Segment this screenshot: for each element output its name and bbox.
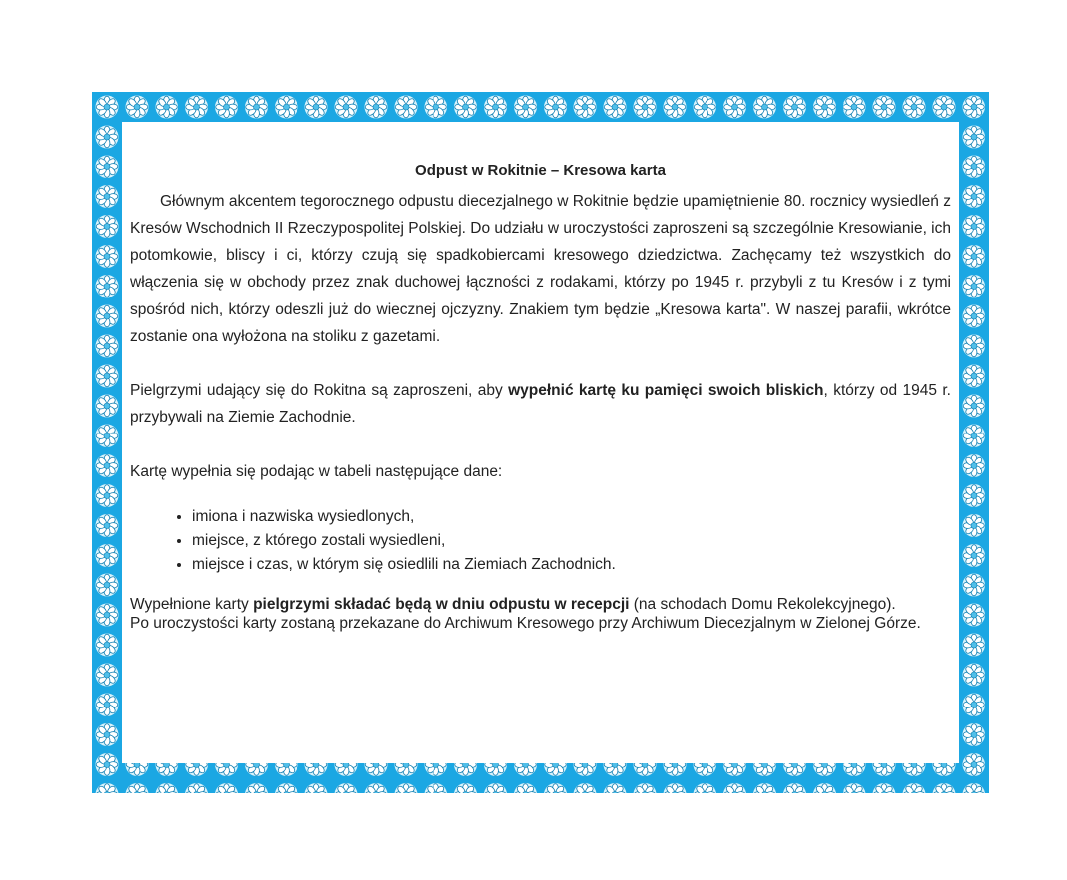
notice-card: [122, 122, 959, 763]
paragraph-closing: [130, 595, 951, 633]
paragraph-closing-line-2: Po uroczystości karty zostaną przekazane do Archiwum Kresowego przy Archiwum Diecezjalnym w Zielonej Górze.: [130, 615, 921, 632]
required-data-list: [130, 505, 951, 577]
list-item: • miejsce, z którego zostali wysiedleni,: [192, 529, 951, 553]
paragraph-instructions: Kartę wypełnia się podając w tabeli następujące dane:: [130, 463, 503, 480]
paragraph-invitation-text-1: Pielgrzymi udający się do Rokitna są zaproszeni, aby: [130, 382, 509, 399]
list-item: • imiona i nazwiska wysiedlonych,: [192, 505, 951, 529]
paragraph-invitation-bold: wypełnić kartę ku pamięci swoich bliskich: [508, 382, 824, 399]
list-item: • miejsce i czas, w którym się osiedlili na Ziemiach Zachodnich.: [192, 553, 951, 577]
paragraph-invitation: [130, 377, 951, 431]
notice-content: [130, 162, 951, 633]
paragraph-invitation-text-2: , którzy od 1945 r. przybywali na Ziemie Zachodnie.: [130, 382, 951, 426]
paragraph-closing-text-1: Wypełnione karty: [130, 596, 254, 613]
paragraph-closing-text-2: (na schodach Domu Rekolekcyjnego).: [629, 596, 896, 613]
paragraph-intro: Głównym akcentem tegorocznego odpustu diecezjalnego w Rokitnie będzie upamiętnienie 80. rocznicy wysiedleń z Kresów Wschodnich II Rzeczypospolitej Polskiej. Do udziału w uroczystości zaproszeni są szczególnie Kresowianie, ich potomkowie, bliscy i ci, którzy czują się spadkobiercami kresowego dziedzictwa. Zachęcamy też wszystkich do włączenia się w obchody przez znak duchowej łączności z rodakami, którzy po 1945 r. przybyli z tu Kresów i z tymi spośród nich, którzy odeszli już do wiecznej ojczyzny. Znakiem tym będzie „Kresowa karta". W naszej parafii, wkrótce zostanie ona wyłożona na stoliku z gazetami.: [130, 193, 951, 345]
paragraph-closing-bold: pielgrzymi składać będą w dniu odpustu w recepcji: [253, 596, 630, 613]
notice-title: Odpust w Rokitnie – Kresowa karta: [415, 162, 666, 179]
flower-border-frame: [92, 92, 989, 793]
